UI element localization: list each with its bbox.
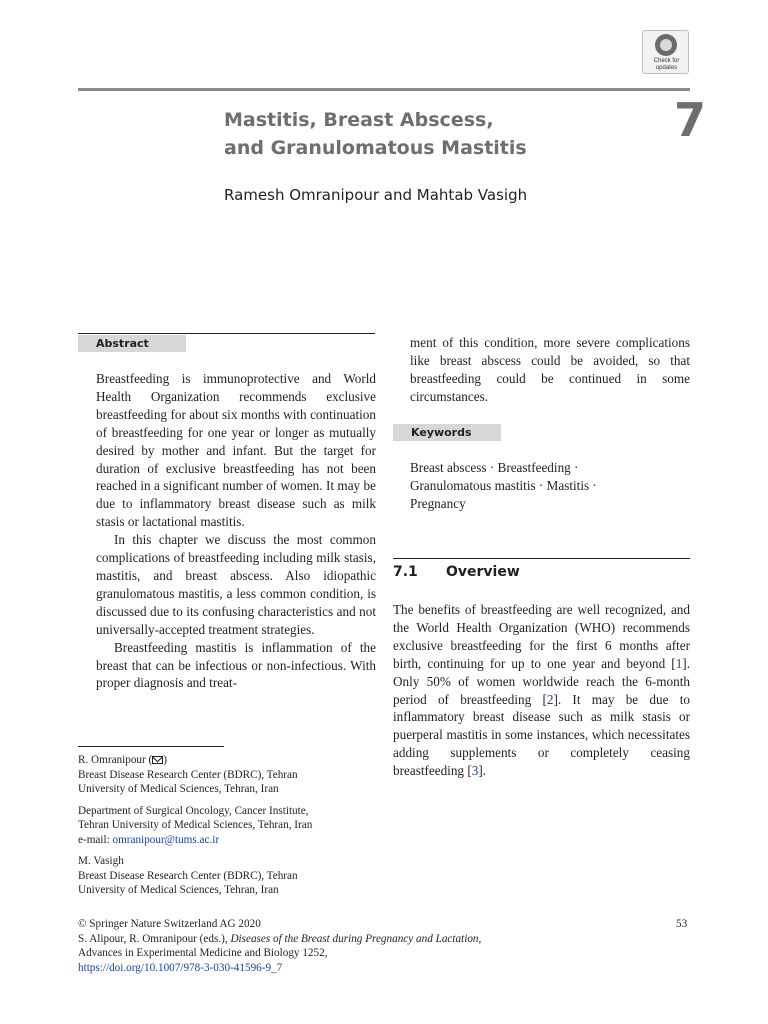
citation-comma: , [478, 932, 482, 945]
header-rule [78, 88, 690, 91]
footer [78, 917, 678, 975]
chapter-number: 7 [673, 93, 707, 147]
section-rule [393, 558, 690, 559]
badge-line1: Check for [653, 58, 680, 64]
overview-text-c: ]. It may be due to inflammatory breast disease such as milk stasis or puerperal mastitis in some instances, which necessitates adding supplements or completely ceasing breastfeeding [ [393, 691, 690, 779]
chapter-title-line2: and Granulomatous Mastitis [224, 137, 527, 159]
citation-editors: S. Alipour, R. Omranipour (eds.), [78, 932, 231, 945]
abstract-paragraph-3: Breastfeeding mastitis is inflammation of the breast that can be infectious or non-infectious. With proper diagnosis and treat- [96, 639, 376, 691]
affiliations [78, 753, 378, 898]
overview-text-d: ]. [478, 763, 487, 779]
abstract-paragraph-3-continued: ment of this condition, more severe complications like breast abscess could be avoided, so that breastfeeding could be continued in some circumstances. [410, 335, 690, 404]
check-for-updates-badge[interactable] [642, 30, 689, 74]
copyright: © Springer Nature Switzerland AG 2020 [78, 918, 261, 930]
keywords-list: Breast abscess · Breastfeeding · Granulomatous mastitis · Mastitis · Pregnancy [410, 460, 597, 511]
overview-text-a: The benefits of breastfeeding are well recognized, and the World Health Organization (WHO) recommends exclusive breastfeeding for the first 6 months after birth, continuing for up to one year and beyond [ [393, 602, 690, 671]
citation-link-1[interactable]: 1 [675, 655, 683, 671]
overview-text-b: ]. Only 50% of women worldwide reach the 6-month period of breastfeeding [ [393, 655, 690, 707]
keywords-label: Keywords [393, 424, 501, 441]
author1-name: R. Omranipour ( [78, 754, 153, 766]
author2-affil-line2: University of Medical Sciences, Tehran, Iran [78, 884, 279, 896]
abstract-label: Abstract [78, 335, 186, 352]
overview-paragraph [393, 601, 690, 780]
badge-line2: updates [655, 65, 678, 71]
abstract-paragraph-1: Breastfeeding is immunoprotective and World Health Organization recommends exclusive breastfeeding for about six months with continuation of breastfeeding for one year or longer as mutually desired by mother and infant. But the target for duration of exclusive breastfeeding has not been reached in a significant number of women. It may be due to inflammatory breast disease such as milk stasis or lactational mastitis. [96, 371, 376, 530]
citation-link-3[interactable]: 3 [471, 763, 479, 779]
section-number: 7.1 [393, 564, 418, 580]
page-number: 53 [676, 918, 688, 930]
author1-name-end: ) [163, 754, 167, 766]
footnote-rule [78, 746, 224, 747]
envelope-icon [152, 756, 163, 764]
abstract-continuation [410, 334, 690, 406]
abstract-body [96, 370, 376, 692]
abstract-rule [78, 333, 375, 334]
section-title: Overview [446, 564, 520, 580]
author1-affil-line2: University of Medical Sciences, Tehran, Iran [78, 783, 279, 795]
author2-affil-line1: Breast Disease Research Center (BDRC), Tehran [78, 869, 298, 882]
author1-dept-line1: Department of Surgical Oncology, Cancer Institute, [78, 804, 309, 817]
book-title: Diseases of the Breast during Pregnancy and Lactation [230, 932, 479, 945]
chapter-authors: Ramesh Omranipour and Mahtab Vasigh [224, 186, 528, 204]
chapter-title-line1: Mastitis, Breast Abscess, [224, 109, 494, 131]
author1-dept-line2: Tehran University of Medical Sciences, Tehran, Iran [78, 819, 313, 831]
author2-name: M. Vasigh [78, 855, 124, 867]
citation-link-2[interactable]: 2 [546, 691, 554, 707]
chapter-title [224, 106, 527, 162]
series-line: Advances in Experimental Medicine and Biology 1252, [78, 947, 328, 959]
doi-link[interactable]: https://doi.org/10.1007/978-3-030-41596-9_7 [78, 961, 283, 974]
email-link[interactable]: omranipour@tums.ac.ir [112, 833, 220, 846]
abstract-paragraph-2: In this chapter we discuss the most common complications of breastfeeding including milk stasis, mastitis, and breast abscess. Also idiopathic granulomatous mastitis, a less common condition, is discussed due to its confusing characteristics and not universally-accepted treatment strategies. [96, 532, 376, 637]
crossmark-icon [655, 34, 677, 56]
email-label: e-mail: [78, 833, 113, 846]
author1-affil-line1: Breast Disease Research Center (BDRC), Tehran [78, 768, 298, 781]
